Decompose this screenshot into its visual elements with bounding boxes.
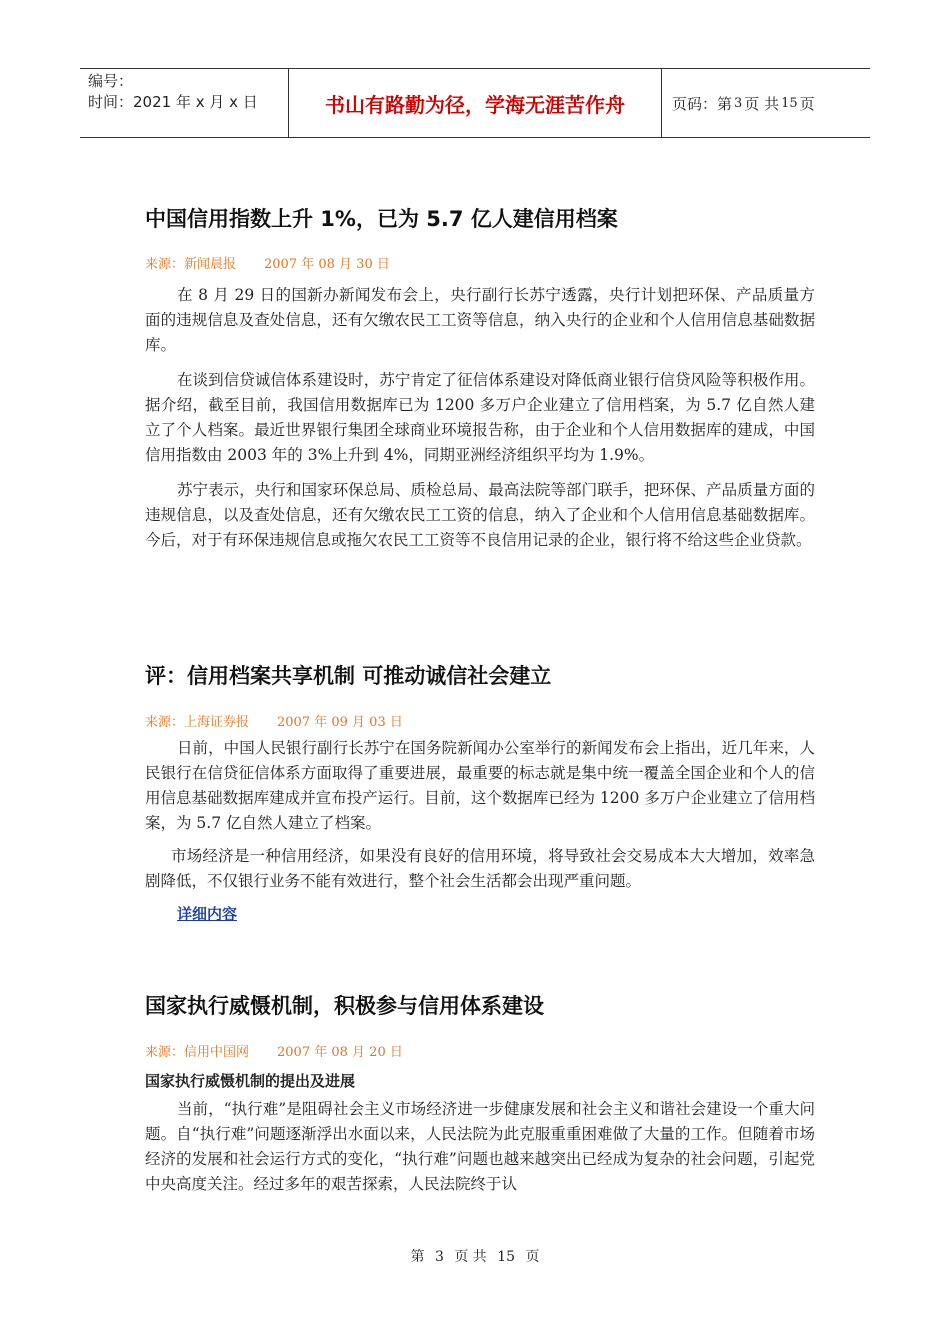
footer-middle: 页 共 — [454, 1249, 487, 1265]
article-paragraph: 当前，“执行难”是阻碍社会主义市场经济进一步健康发展和社会主义和谐社会建设一个重大问题。自“执行难”问题逐渐浮出水面以来，人民法院为此克服重重困难做了大量的工作。但随着市场经济的发展和社会运行方式的变化，“执行难”问题也越来越突出已经成为复杂的社会问题，引起党中央高度关注。经过多年的艰苦探索，人民法院终于认 — [145, 1100, 815, 1193]
source-date: 2007 年 08 月 20 日 — [277, 1045, 403, 1060]
page-middle: 页 共 — [744, 94, 780, 113]
article-source — [145, 1041, 815, 1060]
footer-suffix: 页 — [525, 1249, 540, 1265]
article-subheading: 国家执行威慑机制的提出及进展 — [145, 1072, 356, 1090]
source-name: 来源：上海证券报 — [145, 715, 250, 730]
source-date: 2007 年 09 月 03 日 — [277, 715, 403, 730]
page-suffix: 页 — [799, 94, 815, 113]
page-header — [80, 68, 870, 138]
source-date: 2007 年 08 月 30 日 — [264, 257, 390, 272]
page-prefix: 页码：第 — [672, 94, 733, 113]
article-paragraph: 在谈到信贷诚信体系建设时，苏宁肯定了征信体系建设对降低商业银行信贷风险等积极作用。据介绍，截至目前，我国信用数据库已为 1200 多万户企业建立了信用档案，为 5.7 亿自然人建立了个人档案。最近世界银行集团全球商业环境报告称，由于企业和个人信用数据库的建成，中国信用指数由 2003 年的 3%上升到 4%，同期亚洲经济组织平均为 1.9%。 — [145, 371, 815, 464]
footer-prefix: 第 — [410, 1249, 425, 1265]
article-source — [145, 711, 815, 730]
footer-current: 3 — [434, 1249, 444, 1265]
source-name: 来源：新闻晨报 — [145, 257, 237, 272]
article-title: 评：信用档案共享机制 可推动诚信社会建立 — [145, 664, 552, 688]
source-name: 来源：信用中国网 — [145, 1045, 250, 1060]
header-meta — [80, 69, 289, 137]
article-title: 国家执行威慑机制，积极参与信用体系建设 — [145, 994, 544, 1018]
header-page-number — [662, 69, 870, 137]
article-title: 中国信用指数上升 1%，已为 5.7 亿人建信用档案 — [145, 207, 618, 231]
article-source — [145, 253, 815, 272]
article-paragraph: 日前，中国人民银行副行长苏宁在国务院新闻办公室举行的新闻发布会上指出，近几年来，人民银行在信贷征信体系方面取得了重要进展，最重要的标志就是集中统一覆盖全国企业和个人的信用信息基础数据库建成并宣布投产运行。目前，这个数据库已经为 1200 多万户企业建立了信用档案，为 5.7 亿自然人建立了档案。 — [145, 739, 815, 832]
details-link[interactable]: 详细内容 — [177, 905, 238, 923]
article-3 — [145, 990, 815, 1197]
page-current: 3 — [734, 95, 743, 111]
article-paragraph: 苏宁表示，央行和国家环保总局、质检总局、最高法院等部门联手，把环保、产品质量方面的违规信息，以及查处信息，还有欠缴农民工工资的信息，纳入了企业和个人信用信息基础数据库。今后，对于有环保违规信息或拖欠农民工工资等不良信用记录的企业，银行将不给这些企业贷款。 — [145, 481, 815, 549]
page-footer — [0, 1246, 950, 1266]
article-paragraph: 在 8 月 29 日的国新办新闻发布会上，央行副行长苏宁透露，央行计划把环保、产品质量方面的违规信息及查处信息，还有欠缴农民工工资等信息，纳入央行的企业和个人信用信息基础数据库。 — [145, 286, 815, 354]
footer-total: 15 — [497, 1249, 516, 1265]
time-label: 时间：2021 年 x 月 x 日 — [88, 93, 258, 111]
article-1 — [145, 203, 815, 553]
article-paragraph: 市场经济是一种信用经济，如果没有良好的信用环境，将导致社会交易成本大大增加，效率急剧降低，不仅银行业务不能有效进行，整个社会生活都会出现严重问题。 — [145, 847, 815, 890]
header-motto: 书山有路勤为径，学海无涯苦作舟 — [289, 69, 662, 137]
article-2 — [145, 660, 815, 924]
page-total: 15 — [781, 95, 798, 111]
serial-label: 编号： — [88, 72, 134, 90]
